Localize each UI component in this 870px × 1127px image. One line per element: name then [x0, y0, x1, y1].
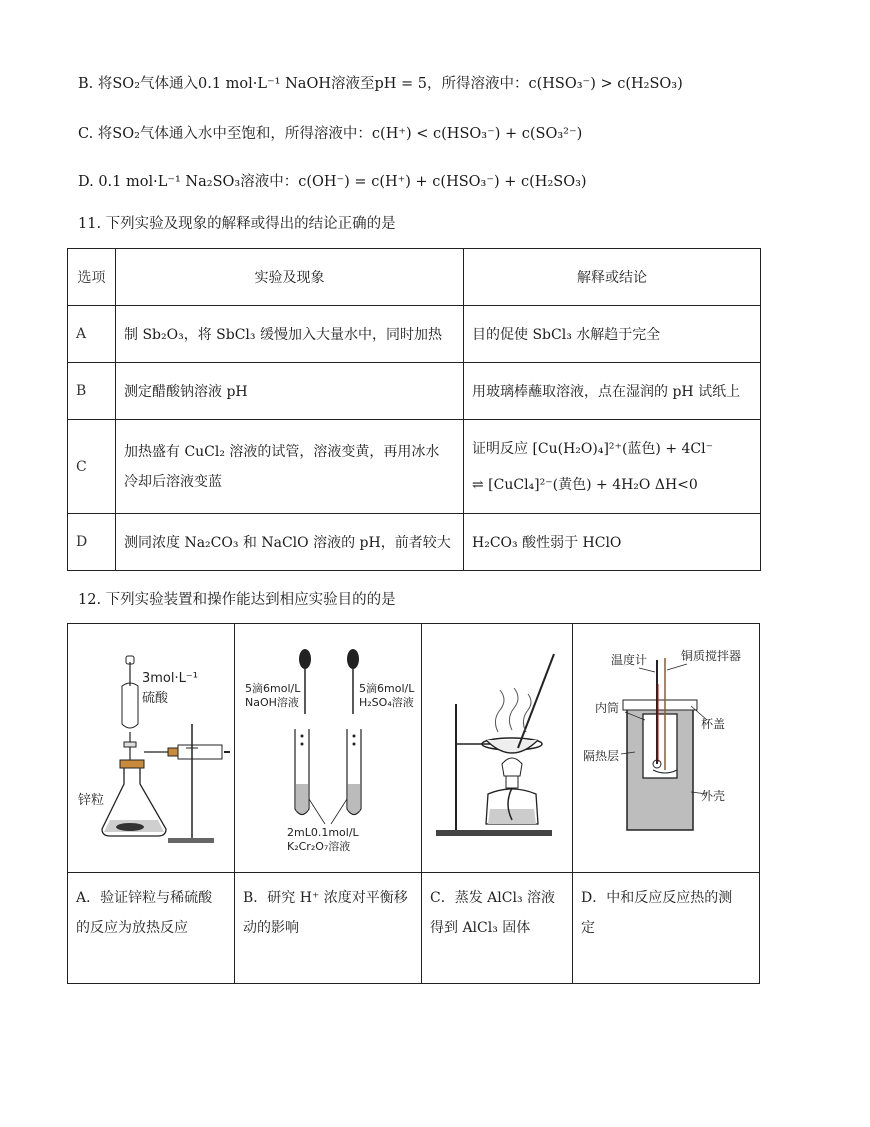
lid-label: 杯盖 [701, 717, 726, 731]
header-conclusion: 解释或结论 [464, 249, 761, 306]
caption-c [422, 873, 573, 984]
row-option: A [68, 306, 116, 363]
outer-shell-label: 外壳 [701, 789, 726, 803]
header-experiment: 实验及现象 [116, 249, 464, 306]
table-row [68, 420, 761, 514]
figure-b-cell [235, 624, 422, 873]
table-row [68, 306, 761, 363]
row-conclusion: 目的促使 SbCl₃ 水解趋于完全 [464, 306, 761, 363]
dichromate-solution-label: K₂Cr₂O₇溶液 [287, 840, 351, 853]
row-option: B [68, 363, 116, 420]
row-experiment-line2: 冷却后溶液变蓝 [124, 473, 222, 490]
figure-d-cell [573, 624, 760, 873]
zinc-label: 锌粒 [78, 793, 105, 808]
dichromate-volume-label: 2mL0.1mol/L [287, 826, 359, 839]
caption-b-line2: 动的影响 [243, 920, 299, 936]
naoh-solution-label: NaOH溶液 [245, 696, 299, 709]
caption-d-line2: 定 [581, 920, 595, 936]
row-experiment: 制 Sb₂O₃，将 SbCl₃ 缓慢加入大量水中，同时加热 [116, 306, 464, 363]
row-conclusion: 用玻璃棒蘸取溶液，点在湿润的 pH 试纸上 [464, 363, 761, 420]
q10-option-d: D. 0.1 mol·L⁻¹ Na₂SO₃溶液中：c(OH⁻) = c(H⁺) + c(HSO₃⁻) + c(H₂SO₃) [78, 174, 587, 190]
row-conclusion-line2: ⇌ [CuCl₄]²⁻(黄色) + 4H₂O ΔH<0 [472, 476, 698, 493]
row-experiment [116, 420, 464, 514]
caption-d-line1: D．中和反应反应热的测 [581, 890, 733, 906]
header-option: 选项 [68, 249, 116, 306]
figure-a [68, 624, 234, 872]
q11-stem: 11. 下列实验及现象的解释或得出的结论正确的是 [78, 216, 396, 232]
caption-c-line1: C．蒸发 AlCl₃ 溶液 [430, 890, 556, 906]
figure-c [422, 624, 572, 872]
row-experiment: 测定醋酸钠溶液 pH [116, 363, 464, 420]
caption-a-line2: 的反应为放热反应 [76, 920, 188, 936]
caption-a-line1: A．验证锌粒与稀硫酸 [76, 890, 213, 906]
acid-name-label: 硫酸 [142, 691, 169, 706]
table-row [68, 363, 761, 420]
figure-b [235, 624, 421, 872]
figure-row [68, 624, 760, 873]
q12-stem: 12. 下列实验装置和操作能达到相应实验目的的是 [78, 592, 396, 608]
caption-b-line1: B．研究 H⁺ 浓度对平衡移 [243, 890, 408, 906]
figure-d [573, 624, 759, 872]
h2so4-drops-label: 5滴6mol/L [359, 682, 415, 695]
inner-can-label: 内筒 [595, 701, 620, 715]
row-option: D [68, 514, 116, 571]
row-experiment: 测同浓度 Na₂CO₃ 和 NaClO 溶液的 pH，前者较大 [116, 514, 464, 571]
row-option: C [68, 420, 116, 514]
apparatus-a-drawing [68, 624, 234, 872]
table-header-row [68, 249, 761, 306]
caption-row [68, 873, 760, 984]
stirrer-label: 铜质搅拌器 [681, 649, 742, 663]
row-conclusion: H₂CO₃ 酸性弱于 HClO [464, 514, 761, 571]
figure-c-cell [422, 624, 573, 873]
q10-option-b: B. 将SO₂气体通入0.1 mol·L⁻¹ NaOH溶液至pH = 5，所得溶液中：c(HSO₃⁻) > c(H₂SO₃) [78, 76, 683, 92]
q10-option-c: C. 将SO₂气体通入水中至饱和，所得溶液中：c(H⁺) < c(HSO₃⁻) + c(SO₃²⁻) [78, 126, 583, 142]
q12-table [67, 623, 760, 984]
thermometer-label: 温度计 [611, 653, 648, 667]
caption-a [68, 873, 235, 984]
acid-concentration-label: 3mol·L⁻¹ [142, 671, 198, 686]
apparatus-b-drawing [235, 624, 421, 872]
row-conclusion-line1: 证明反应 [Cu(H₂O)₄]²⁺(蓝色) + 4Cl⁻ [472, 440, 713, 457]
figure-a-cell [68, 624, 235, 873]
caption-b [235, 873, 422, 984]
caption-d [573, 873, 760, 984]
insulation-label: 隔热层 [583, 749, 620, 763]
row-conclusion [464, 420, 761, 514]
apparatus-c-drawing [422, 624, 572, 872]
row-experiment-line1: 加热盛有 CuCl₂ 溶液的试管，溶液变黄，再用冰水 [124, 443, 440, 460]
naoh-drops-label: 5滴6mol/L [245, 682, 301, 695]
h2so4-solution-label: H₂SO₄溶液 [359, 696, 414, 709]
apparatus-d-drawing [573, 624, 759, 872]
caption-c-line2: 得到 AlCl₃ 固体 [430, 920, 531, 936]
table-row [68, 514, 761, 571]
q11-table [67, 248, 761, 571]
